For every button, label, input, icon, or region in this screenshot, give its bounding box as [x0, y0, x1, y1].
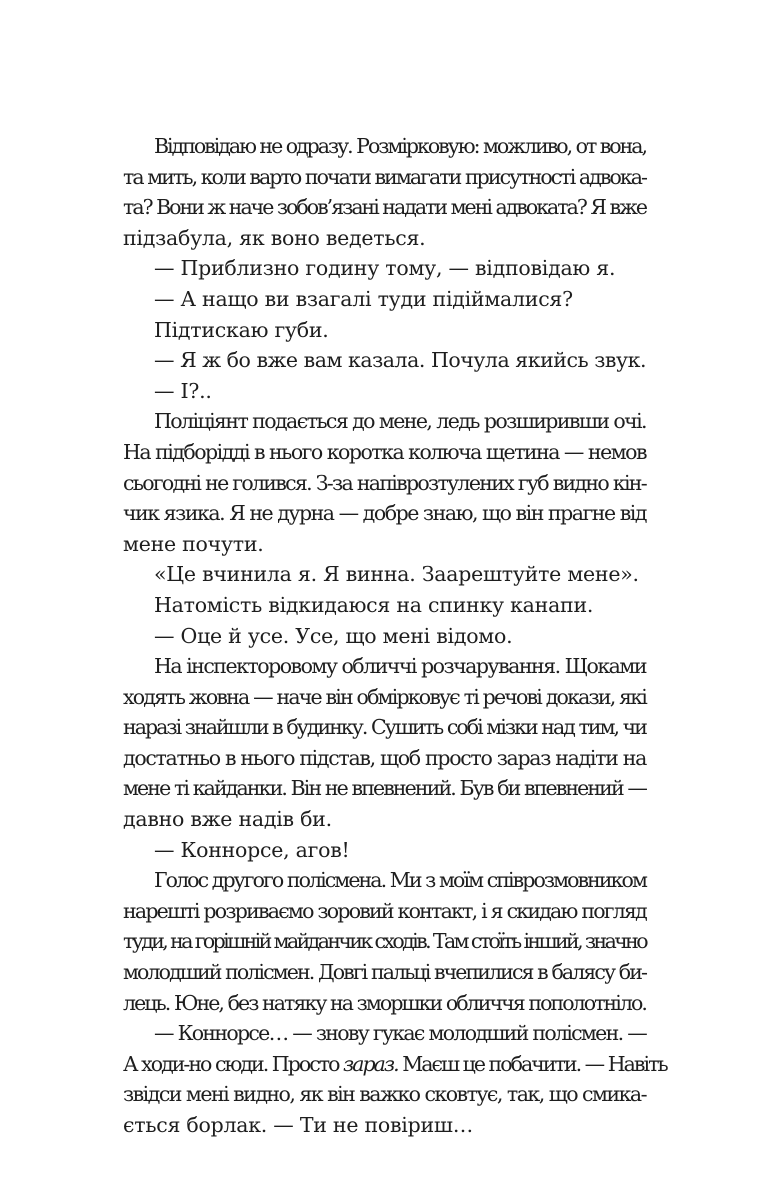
text-line: — Приблизно годину тому, — відповідаю я.	[154, 256, 616, 281]
text-line: чик язика. Я не дурна — добре знаю, що він прагне від	[123, 501, 646, 526]
text-line: наразі знайшли в будинку. Сушить собі мізки над тим, чи	[123, 715, 646, 740]
text-line: Голос другого полісмена. Ми з моїм співрозмовником	[154, 868, 646, 893]
text-line: На інспекторовому обличчі розчарування. Щоками	[154, 654, 646, 679]
text-line: — І?..	[154, 378, 212, 403]
text-line: сьогодні не голився. З-за напіврозтулених губ видно кін-	[123, 470, 646, 495]
text-line: мене ті кайданки. Він не впевнений. Був би впевнений —	[123, 776, 646, 801]
text-line: — Коннорсе… — знову гукає молодший полісмен. —	[154, 1021, 646, 1046]
text-line: достатньо в нього підстав, щоб просто зараз надіти на	[123, 745, 646, 770]
text-line: — Оце й усе. Усе, що мені відомо.	[154, 623, 513, 648]
text-line: На підборідді в нього коротка колюча щетина — немов	[123, 439, 646, 464]
text-segment: Маєш це побачити. — Навіть	[397, 1051, 667, 1076]
text-line: — Я ж бо вже вам казала. Почула якийсь звук.	[154, 348, 646, 373]
text-line: звідси мені видно, як він важко сковтує, так, що смика-	[123, 1082, 646, 1107]
text-line: мене почути.	[123, 531, 264, 556]
text-line: — Коннорсе, агов!	[154, 837, 350, 862]
text-line: ходять жовна — наче він обмірковує ті речові докази, які	[123, 684, 646, 709]
text-line: Поліціянт подається до мене, ледь розширивши очі.	[154, 409, 646, 434]
text-line: Відповідаю не одразу. Розмірковую: можливо, от вона,	[154, 134, 646, 158]
text-line: молодший полісмен. Довгі пальці вчепилися в балясу би-	[123, 960, 646, 985]
page-body-text	[123, 131, 667, 1141]
text-line: ється борлак. — Ти не повіриш…	[123, 1113, 473, 1137]
text-line: Підтискаю губи.	[154, 317, 329, 342]
text-line: нарешті розриваємо зоровий контакт, і я скидаю погляд	[123, 898, 646, 923]
emphasized-word: зараз.	[343, 1051, 398, 1076]
text-line: — А нащо ви взагалі туди підіймалися?	[154, 286, 573, 311]
text-line: та? Вони ж наче зобов’язані надати мені адвоката? Я вже	[123, 195, 646, 220]
text-line: давно вже надів би.	[123, 807, 332, 832]
text-line: Натомість відкидаюся на спинку канапи.	[154, 592, 594, 617]
text-line: туди, на горішній майданчик сходів. Там стоїть інший, значно	[123, 929, 646, 954]
text-line: та мить, коли варто почати вимагати присутності адвока-	[123, 164, 646, 189]
text-line-with-emphasis	[123, 1049, 667, 1080]
text-line: лець. Юне, без натяку на зморшки обличчя пополотніло.	[123, 990, 646, 1015]
text-line: підзабула, як воно ведеться.	[123, 225, 426, 250]
text-segment: А ходи-но сюди. Просто	[123, 1051, 344, 1076]
text-line: «Це вчинила я. Я винна. Заарештуйте мене».	[154, 562, 639, 587]
